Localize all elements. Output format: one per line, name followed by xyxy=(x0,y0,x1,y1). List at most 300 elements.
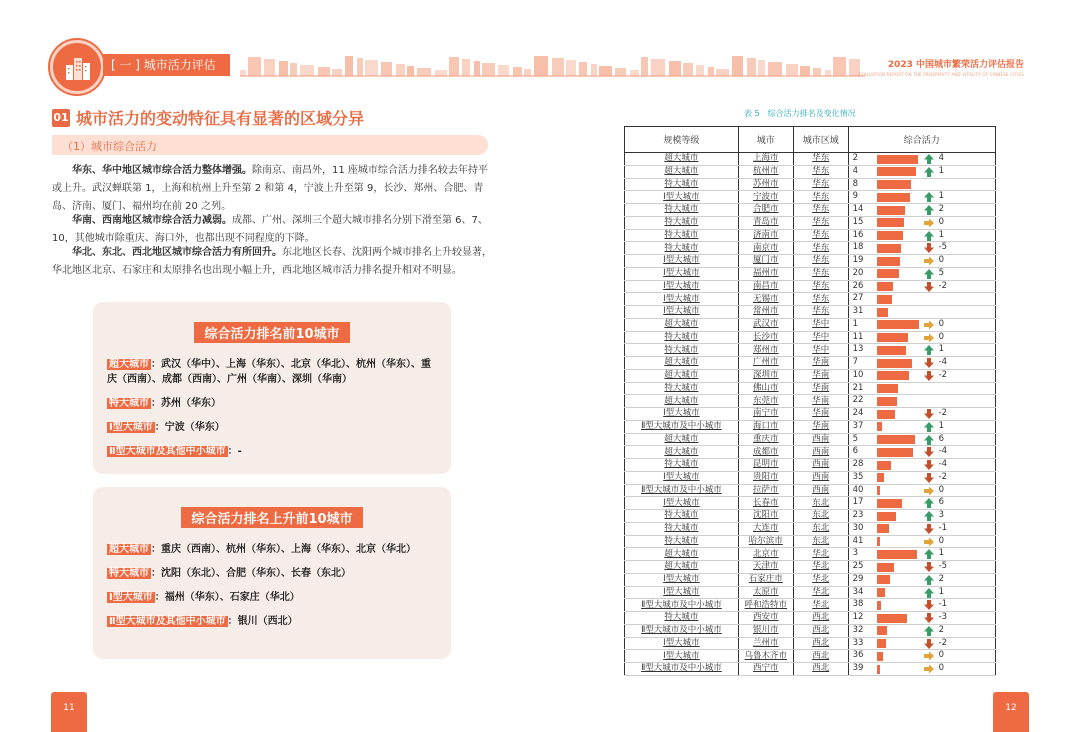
cell-level: 特大城市 xyxy=(625,535,739,548)
cell-city: 北京市 xyxy=(738,548,793,561)
rank-change-value: 1 xyxy=(938,191,945,202)
cell-region: 西南 xyxy=(793,459,848,472)
rank-bar xyxy=(877,180,912,189)
table-header-row xyxy=(625,127,996,153)
rank-down-arrow-icon xyxy=(923,561,935,573)
cell-vitality xyxy=(848,191,995,204)
cell-region: 华中 xyxy=(793,344,848,357)
rank-change-value: 0 xyxy=(938,535,945,546)
cell-city: 石家庄市 xyxy=(738,573,793,586)
report-subtitle: EVALUATION REPORT ON THE PROSPERITY AND VITALITY OF CHINESE CITIES xyxy=(858,72,1024,77)
rank-change-value: -2 xyxy=(938,408,948,418)
table-row xyxy=(625,293,996,306)
rank-bar xyxy=(877,193,911,202)
top10-row-megacity: 超大城市 ：武汉（华中）、上海（华东）、北京（华北）、杭州（华东）、重庆（西南）、成都（西南）、广州（华南）、深圳（华南） xyxy=(107,359,431,385)
cell-city: 大连市 xyxy=(738,522,793,535)
rank-bar xyxy=(877,499,903,508)
rank-value: 32 xyxy=(852,624,864,635)
table-row xyxy=(625,229,996,242)
rising10-row-type1: Ⅰ型大城市 ：福州（华东）、石家庄（华北） xyxy=(109,592,300,603)
cell-region: 华北 xyxy=(793,561,848,574)
cell-city: 兰州市 xyxy=(738,637,793,650)
rank-change-value: -5 xyxy=(938,561,948,571)
rank-down-arrow-icon xyxy=(923,472,935,484)
skyline-decoration xyxy=(240,52,865,78)
table-row xyxy=(625,637,996,650)
cell-region: 华东 xyxy=(793,229,848,242)
rank-change-value: 6 xyxy=(938,497,945,508)
cell-city: 哈尔滨市 xyxy=(738,535,793,548)
top10-card-title: 综合活力排名前10城市 xyxy=(194,322,349,343)
rank-value: 24 xyxy=(852,408,864,418)
rank-bar xyxy=(877,537,880,546)
rank-up-arrow-icon xyxy=(923,204,935,216)
cell-vitality xyxy=(848,331,995,344)
cell-city: 天津市 xyxy=(738,561,793,574)
city-buildings-icon xyxy=(63,53,93,83)
rank-down-arrow-icon xyxy=(923,599,935,611)
cell-vitality xyxy=(848,446,995,459)
cell-vitality xyxy=(848,637,995,650)
cell-level: 特大城市 xyxy=(625,229,739,242)
rank-bar xyxy=(877,155,918,164)
cell-vitality xyxy=(848,242,995,255)
section-number: 01 xyxy=(52,109,70,127)
cell-city: 太原市 xyxy=(738,586,793,599)
col-header-region: 城市区域 xyxy=(793,127,848,153)
cell-city: 佛山市 xyxy=(738,382,793,395)
rank-value: 9 xyxy=(852,191,859,202)
cell-vitality xyxy=(848,280,995,293)
rank-value: 5 xyxy=(852,433,859,444)
subsection-bar xyxy=(52,135,488,155)
cell-level: 超大城市 xyxy=(625,561,739,574)
cell-city: 深圳市 xyxy=(738,369,793,382)
rank-value: 1 xyxy=(852,318,859,329)
cell-region: 华南 xyxy=(793,420,848,433)
rank-bar xyxy=(877,665,880,674)
rank-up-arrow-icon xyxy=(923,191,935,203)
rank-bar xyxy=(877,575,890,584)
top10-card xyxy=(93,302,451,474)
table-row xyxy=(625,318,996,331)
cell-city: 宁波市 xyxy=(738,191,793,204)
cell-region: 华东 xyxy=(793,165,848,178)
rank-down-arrow-icon xyxy=(923,357,935,369)
section-tab: [ 一 ] 城市活力评估 xyxy=(103,54,230,76)
rank-value: 17 xyxy=(852,497,864,508)
cell-region: 华东 xyxy=(793,191,848,204)
table-row xyxy=(625,242,996,255)
cell-vitality xyxy=(848,459,995,472)
table-row xyxy=(625,369,996,382)
rank-change-value: 0 xyxy=(938,255,945,265)
rank-up-arrow-icon xyxy=(923,421,935,433)
rank-value: 39 xyxy=(852,663,864,673)
cell-city: 西宁市 xyxy=(738,663,793,676)
rank-change-value: -2 xyxy=(938,471,948,482)
rank-value: 29 xyxy=(852,573,864,584)
rank-value: 23 xyxy=(852,510,864,520)
rising10-row-supercity: 特大城市 ：沈阳（东北）、合肥（华东）、长春（东北） xyxy=(109,568,351,579)
cell-region: 东北 xyxy=(793,510,848,523)
cell-region: 华北 xyxy=(793,573,848,586)
cell-region: 东北 xyxy=(793,535,848,548)
cell-region: 华东 xyxy=(793,255,848,268)
cell-vitality xyxy=(848,535,995,548)
cell-region: 华东 xyxy=(793,153,848,166)
cell-region: 西北 xyxy=(793,637,848,650)
cell-city: 苏州市 xyxy=(738,178,793,191)
rank-value: 18 xyxy=(852,242,864,253)
rank-bar xyxy=(877,410,895,419)
cell-vitality xyxy=(848,357,995,370)
cell-region: 华北 xyxy=(793,548,848,561)
rank-bar xyxy=(877,359,913,368)
cell-vitality xyxy=(848,165,995,178)
rank-flat-arrow-icon xyxy=(923,255,935,267)
rank-change-value: 0 xyxy=(938,663,945,673)
section-logo xyxy=(50,40,104,94)
cell-city: 无锡市 xyxy=(738,293,793,306)
section-heading xyxy=(52,106,364,129)
rank-bar xyxy=(877,601,881,610)
paragraph-south-southwest: 华南、西南地区城市综合活力减弱。成都、广州、深圳三个超大城市排名分别下滑至第 6、7、10，其他城市除重庆、海口外，也都出现不同程度的下降。 xyxy=(52,215,488,244)
cell-region: 西南 xyxy=(793,433,848,446)
cell-region: 西南 xyxy=(793,446,848,459)
cell-vitality xyxy=(848,497,995,510)
cell-region: 华南 xyxy=(793,408,848,421)
table-row xyxy=(625,216,996,229)
table-row xyxy=(625,446,996,459)
rank-change-value: 5 xyxy=(938,267,945,278)
cell-region: 东北 xyxy=(793,522,848,535)
table-row xyxy=(625,395,996,408)
col-header-vitality: 综合活力 xyxy=(848,127,995,153)
rank-value: 16 xyxy=(852,229,864,240)
rank-value: 28 xyxy=(852,459,864,469)
table-row xyxy=(625,599,996,612)
cell-vitality xyxy=(848,561,995,574)
rank-down-arrow-icon xyxy=(923,408,935,420)
cell-vitality xyxy=(848,599,995,612)
rank-flat-arrow-icon xyxy=(923,217,935,229)
rank-change-value: 2 xyxy=(938,204,945,214)
rank-value: 6 xyxy=(852,446,859,457)
rank-value: 7 xyxy=(852,357,859,367)
rank-down-arrow-icon xyxy=(923,523,935,535)
table-row xyxy=(625,153,996,166)
top10-row-type1: Ⅰ型大城市 ：宁波（华东） xyxy=(109,422,225,433)
cell-vitality xyxy=(848,650,995,663)
table-row xyxy=(625,624,996,637)
rank-change-value: -3 xyxy=(938,612,948,622)
rank-value: 3 xyxy=(852,548,859,559)
vitality-rank-table xyxy=(624,126,996,676)
cell-region: 华中 xyxy=(793,331,848,344)
rank-change-value: 6 xyxy=(938,433,945,444)
rank-bar xyxy=(877,563,894,572)
cell-level: Ⅰ型大城市 xyxy=(625,408,739,421)
cell-level: 特大城市 xyxy=(625,216,739,229)
cell-region: 华东 xyxy=(793,178,848,191)
cell-region: 西南 xyxy=(793,471,848,484)
rank-value: 34 xyxy=(852,586,864,597)
rank-bar xyxy=(877,308,888,317)
rank-bar xyxy=(877,371,910,380)
rank-change-value: -5 xyxy=(938,242,948,253)
rank-up-arrow-icon xyxy=(923,230,935,242)
cell-level: 特大城市 xyxy=(625,204,739,217)
rank-flat-arrow-icon xyxy=(923,319,935,331)
cell-level: 特大城市 xyxy=(625,178,739,191)
cell-city: 长春市 xyxy=(738,497,793,510)
rising10-row-type2: Ⅱ型大城市及其他中小城市 ：银川（西北） xyxy=(109,616,298,627)
cell-level: Ⅰ型大城市 xyxy=(625,471,739,484)
rank-bar xyxy=(877,384,899,393)
rank-change-value: -4 xyxy=(938,446,948,457)
table-row xyxy=(625,663,996,676)
top10-row-type2: Ⅱ型大城市及其他中小城市 ：- xyxy=(109,446,242,457)
cell-vitality xyxy=(848,420,995,433)
rank-bar xyxy=(877,473,884,482)
rank-change-value: 3 xyxy=(938,510,945,520)
cell-level: Ⅰ型大城市 xyxy=(625,586,739,599)
rank-value: 35 xyxy=(852,471,864,482)
table-row xyxy=(625,612,996,625)
table-row xyxy=(625,497,996,510)
cell-vitality xyxy=(848,306,995,319)
cell-city: 杭州市 xyxy=(738,165,793,178)
cell-region: 西南 xyxy=(793,484,848,497)
cell-vitality xyxy=(848,408,995,421)
paragraph-east-central: 华东、华中地区城市综合活力整体增强。除南京、南昌外，11 座城市综合活力排名较去年持平或上升。武汉蝉联第 1，上海和杭州上升至第 2 和第 4，宁波上升至第 9，长沙、郑州、合肥、青岛、济南、厦门、福州均在前 20 之列。 xyxy=(52,165,488,212)
rank-bar xyxy=(877,461,891,470)
rank-value: 2 xyxy=(852,153,859,163)
cell-city: 合肥市 xyxy=(738,204,793,217)
cell-vitality xyxy=(848,548,995,561)
cell-region: 华东 xyxy=(793,216,848,229)
cell-vitality xyxy=(848,318,995,331)
table-row xyxy=(625,408,996,421)
rank-flat-arrow-icon xyxy=(923,485,935,497)
rank-value: 22 xyxy=(852,395,864,406)
table-row xyxy=(625,522,996,535)
rank-change-value: 0 xyxy=(938,331,945,342)
cell-city: 长沙市 xyxy=(738,331,793,344)
table-row xyxy=(625,255,996,268)
cell-vitality xyxy=(848,153,995,166)
rising10-card-title: 综合活力排名上升前10城市 xyxy=(181,507,362,528)
cell-level: Ⅱ型大城市及中小城市 xyxy=(625,663,739,676)
rank-value: 41 xyxy=(852,535,864,546)
table-row xyxy=(625,357,996,370)
rank-value: 25 xyxy=(852,561,864,571)
rank-down-arrow-icon xyxy=(923,612,935,624)
rank-down-arrow-icon xyxy=(923,459,935,471)
cell-vitality xyxy=(848,216,995,229)
cell-city: 武汉市 xyxy=(738,318,793,331)
cell-region: 华东 xyxy=(793,242,848,255)
cell-region: 华东 xyxy=(793,204,848,217)
rank-change-value: -2 xyxy=(938,637,948,648)
cell-vitality xyxy=(848,255,995,268)
cell-region: 华东 xyxy=(793,306,848,319)
report-header xyxy=(858,57,1024,77)
rank-flat-arrow-icon xyxy=(923,663,935,675)
page-number-right: 12 xyxy=(993,692,1029,732)
table-row xyxy=(625,586,996,599)
table-row xyxy=(625,573,996,586)
table-row xyxy=(625,306,996,319)
col-header-level: 规模等级 xyxy=(625,127,739,153)
table-row xyxy=(625,191,996,204)
cell-level: 特大城市 xyxy=(625,331,739,344)
cell-vitality xyxy=(848,369,995,382)
rank-change-value: 1 xyxy=(938,165,945,176)
cell-vitality xyxy=(848,510,995,523)
cell-city: 济南市 xyxy=(738,229,793,242)
subsection-title: （1）城市综合活力 xyxy=(62,140,157,153)
cell-city: 呼和浩特市 xyxy=(738,599,793,612)
rank-bar xyxy=(877,218,905,227)
cell-city: 银川市 xyxy=(738,624,793,637)
rank-bar xyxy=(877,167,916,176)
rank-bar xyxy=(877,524,889,533)
cell-level: 特大城市 xyxy=(625,459,739,472)
cell-level: Ⅰ型大城市 xyxy=(625,267,739,280)
rank-value: 14 xyxy=(852,204,864,214)
cell-region: 东北 xyxy=(793,497,848,510)
cell-level: Ⅰ型大城市 xyxy=(625,280,739,293)
cell-level: Ⅰ型大城市 xyxy=(625,637,739,650)
cell-vitality xyxy=(848,471,995,484)
rank-flat-arrow-icon xyxy=(923,332,935,344)
cell-region: 西北 xyxy=(793,663,848,676)
rank-value: 38 xyxy=(852,599,864,610)
cell-vitality xyxy=(848,573,995,586)
cell-level: 超大城市 xyxy=(625,153,739,166)
rank-change-value: 0 xyxy=(938,650,945,661)
rank-down-arrow-icon xyxy=(923,281,935,293)
rank-up-arrow-icon xyxy=(923,268,935,280)
rank-value: 37 xyxy=(852,420,864,431)
cell-level: 超大城市 xyxy=(625,446,739,459)
rank-change-value: 0 xyxy=(938,216,945,227)
top10-row-supercity: 特大城市 ：苏州（华东） xyxy=(109,398,221,409)
rank-change-value: -2 xyxy=(938,369,948,380)
table-row xyxy=(625,165,996,178)
cell-vitality xyxy=(848,484,995,497)
rank-bar xyxy=(877,448,914,457)
cell-city: 拉萨市 xyxy=(738,484,793,497)
rank-change-value: 1 xyxy=(938,344,945,355)
rank-bar xyxy=(877,346,907,355)
rank-up-arrow-icon xyxy=(923,166,935,178)
rank-bar xyxy=(877,512,896,521)
rank-value: 4 xyxy=(852,165,859,176)
rank-bar xyxy=(877,486,880,495)
rising10-card xyxy=(93,487,451,659)
cell-region: 西北 xyxy=(793,650,848,663)
cell-level: 特大城市 xyxy=(625,242,739,255)
rank-flat-arrow-icon xyxy=(923,650,935,662)
cell-city: 常州市 xyxy=(738,306,793,319)
rank-bar xyxy=(877,652,883,661)
rank-down-arrow-icon xyxy=(923,638,935,650)
cell-city: 广州市 xyxy=(738,357,793,370)
cell-city: 郑州市 xyxy=(738,344,793,357)
rank-bar xyxy=(877,282,893,291)
cell-level: 特大城市 xyxy=(625,344,739,357)
cell-city: 重庆市 xyxy=(738,433,793,446)
rank-value: 33 xyxy=(852,637,864,648)
rank-change-value: 1 xyxy=(938,229,945,240)
cell-vitality xyxy=(848,204,995,217)
rank-up-arrow-icon xyxy=(923,434,935,446)
table-caption: 表 5 综合活力排名及变化情况 xyxy=(744,109,856,118)
rank-up-arrow-icon xyxy=(923,344,935,356)
cell-vitality xyxy=(848,382,995,395)
table-row xyxy=(625,267,996,280)
cell-level: 超大城市 xyxy=(625,357,739,370)
table-row xyxy=(625,204,996,217)
rank-change-value: -2 xyxy=(938,280,948,291)
cell-level: Ⅰ型大城市 xyxy=(625,255,739,268)
cell-vitality xyxy=(848,178,995,191)
table-row xyxy=(625,548,996,561)
cell-city: 海口市 xyxy=(738,420,793,433)
table-row xyxy=(625,510,996,523)
table-row xyxy=(625,650,996,663)
report-title: 2023 中国城市繁荣活力评估报告 xyxy=(887,60,1024,70)
rank-value: 12 xyxy=(852,612,864,622)
table-row xyxy=(625,178,996,191)
cell-region: 华南 xyxy=(793,357,848,370)
cell-level: Ⅰ型大城市 xyxy=(625,573,739,586)
cell-city: 南京市 xyxy=(738,242,793,255)
cell-vitality xyxy=(848,229,995,242)
table-row xyxy=(625,471,996,484)
cell-level: 超大城市 xyxy=(625,433,739,446)
rising10-row-megacity: 超大城市 ：重庆（西南）、杭州（华东）、上海（华东）、北京（华北） xyxy=(109,544,416,555)
cell-vitality xyxy=(848,624,995,637)
cell-level: 特大城市 xyxy=(625,612,739,625)
table-row xyxy=(625,420,996,433)
cell-region: 华北 xyxy=(793,586,848,599)
cell-region: 华中 xyxy=(793,318,848,331)
cell-vitality xyxy=(848,522,995,535)
cell-level: Ⅱ型大城市及中小城市 xyxy=(625,599,739,612)
table-row xyxy=(625,459,996,472)
rank-bar xyxy=(877,231,904,240)
page-number-left: 11 xyxy=(51,692,87,732)
cell-city: 昆明市 xyxy=(738,459,793,472)
rank-down-arrow-icon xyxy=(923,242,935,254)
rank-value: 36 xyxy=(852,650,864,661)
cell-level: Ⅱ型大城市及中小城市 xyxy=(625,624,739,637)
cell-level: 超大城市 xyxy=(625,369,739,382)
cell-level: 特大城市 xyxy=(625,510,739,523)
rank-down-arrow-icon xyxy=(923,446,935,458)
rank-bar xyxy=(877,614,908,623)
cell-city: 成都市 xyxy=(738,446,793,459)
cell-region: 西北 xyxy=(793,612,848,625)
rank-change-value: 0 xyxy=(938,484,945,495)
rank-value: 15 xyxy=(852,216,864,227)
cell-vitality xyxy=(848,395,995,408)
table-row xyxy=(625,484,996,497)
